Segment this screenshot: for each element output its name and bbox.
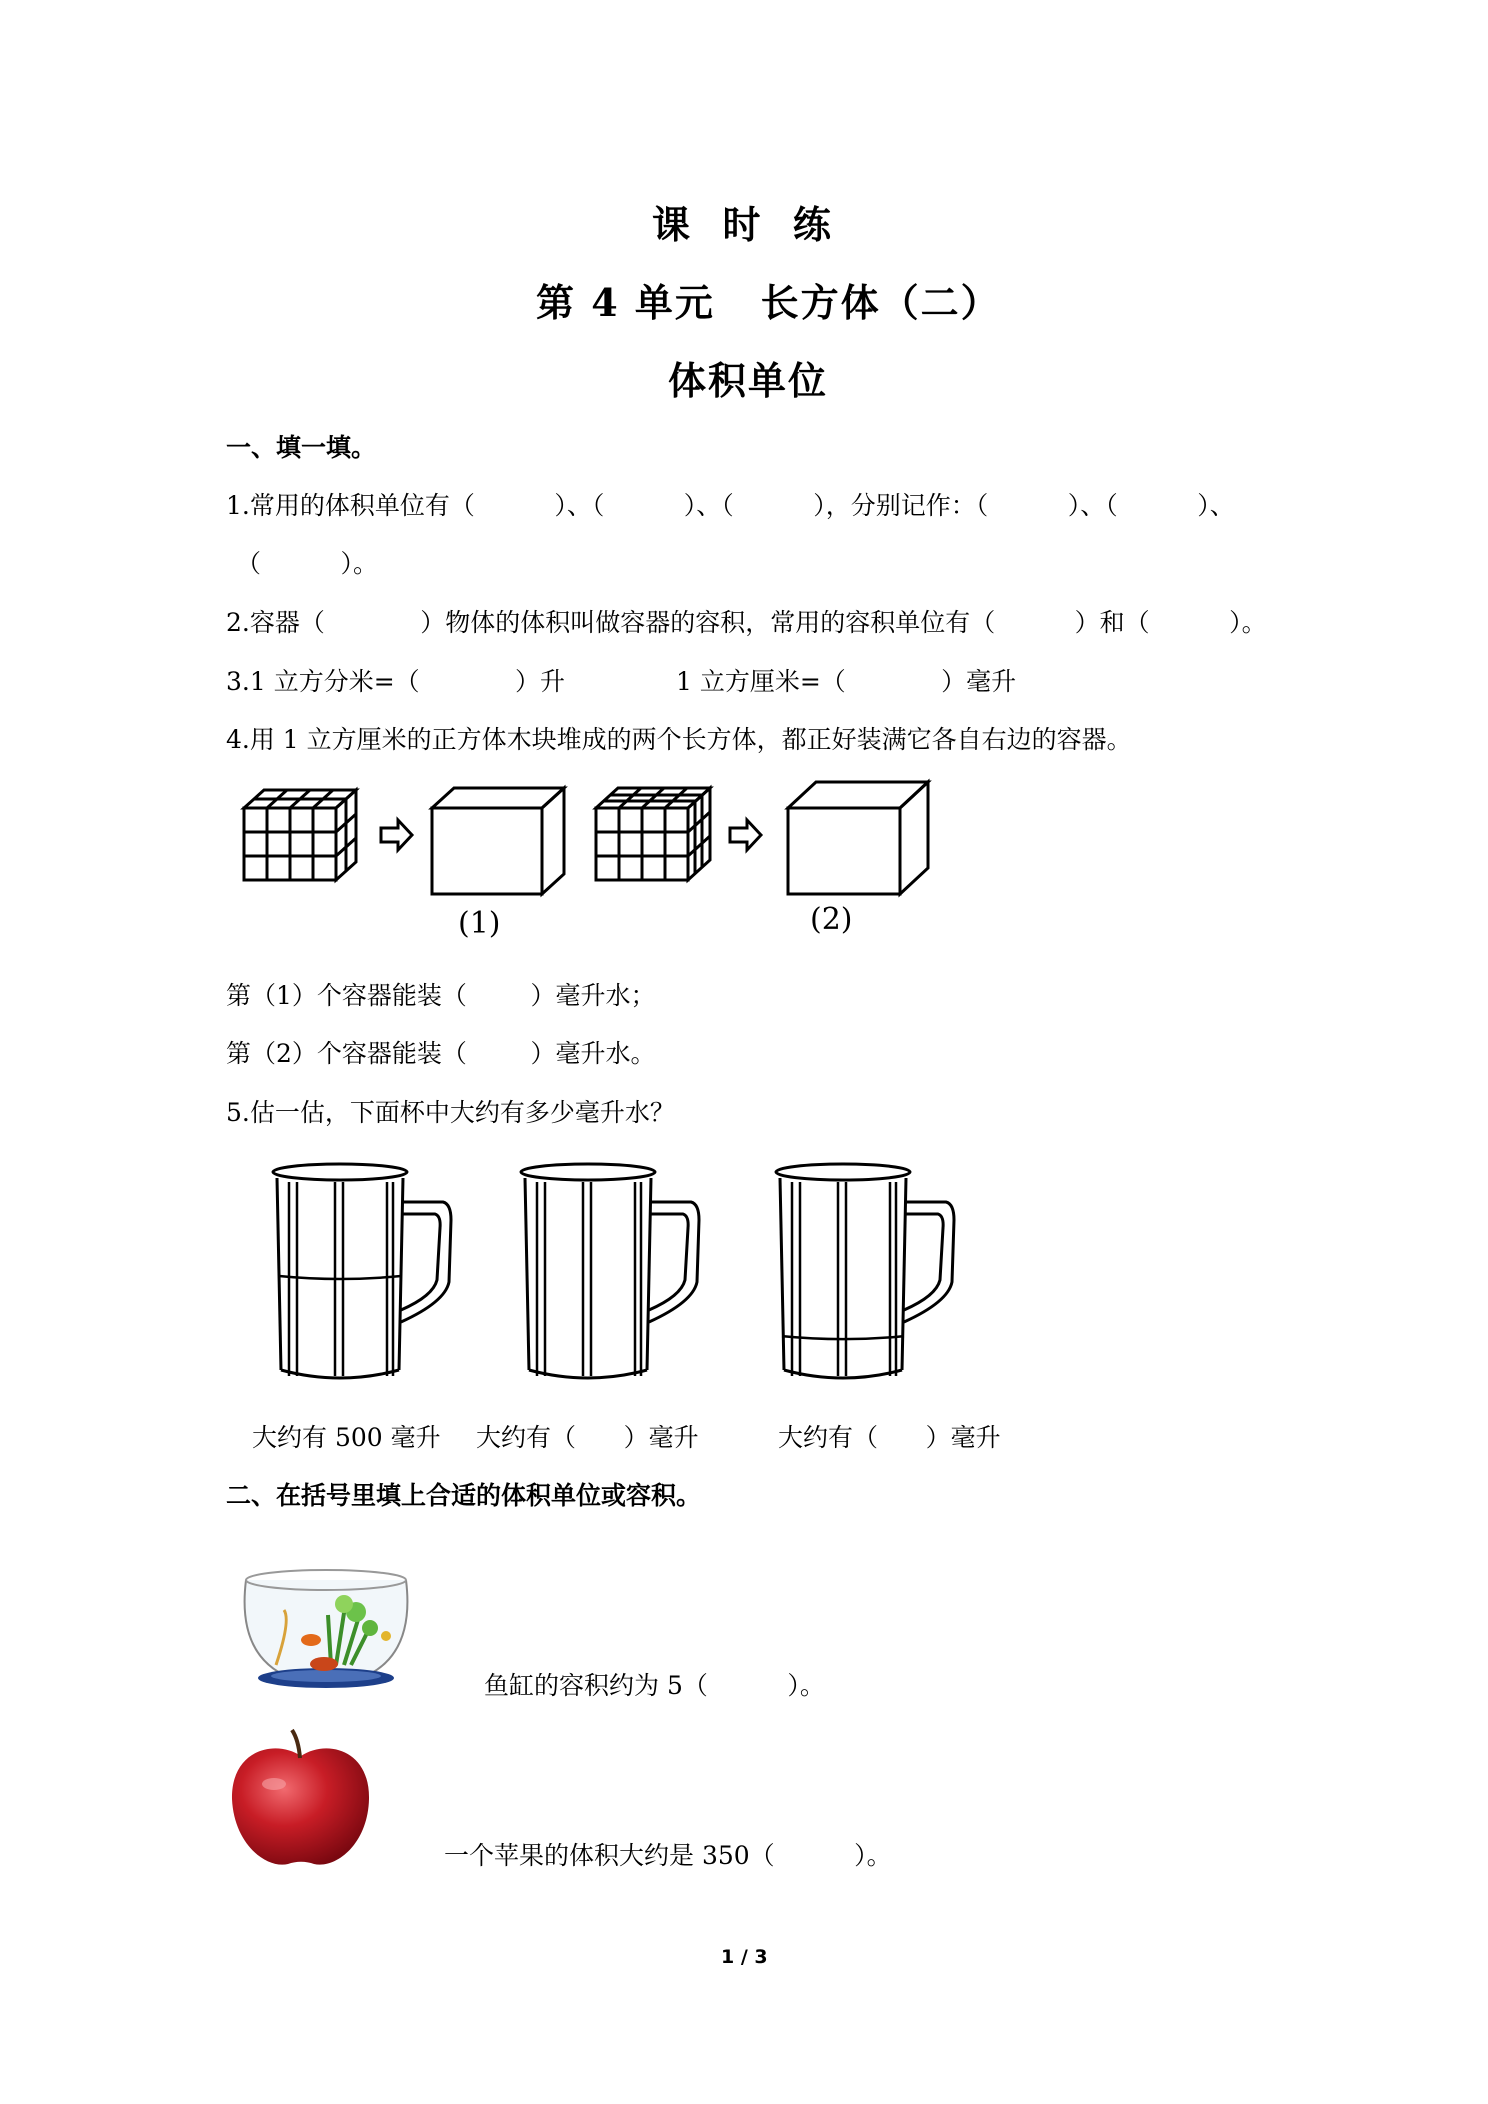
figure-label-1: (1): [458, 906, 501, 941]
figure-label-2: (2): [810, 902, 853, 937]
question-1-line-2: （ ）。: [236, 549, 378, 578]
container-1: [432, 788, 564, 894]
cups-figure: [260, 1160, 1000, 1390]
worksheet-title: 课 时 练: [652, 202, 833, 247]
measuring-cup-3: [776, 1164, 954, 1378]
unit-title: 第 4 单元 长方体（二）: [536, 280, 1001, 325]
page-number: 1 / 3: [721, 1946, 768, 1968]
arrow-icon: [730, 820, 761, 850]
cup-caption-1: 大约有 500 毫升: [252, 1423, 441, 1452]
apple-image: [226, 1724, 376, 1874]
cube-stack-1: [244, 790, 356, 880]
container-2: [788, 782, 928, 894]
measuring-cup-1: [273, 1164, 451, 1378]
question-3-part-1: 3.1 立方分米=（ ）升: [226, 667, 566, 696]
lesson-title: 体积单位: [668, 358, 829, 403]
fishbowl-image: [236, 1540, 416, 1700]
fishbowl-question: 鱼缸的容积约为 5（ ）。: [484, 1671, 825, 1700]
cube-stack-2: [596, 788, 710, 880]
question-5: 5.估一估，下面杯中大约有多少毫升水？: [226, 1098, 675, 1127]
question-2: 2.容器（ ）物体的体积叫做容器的容积，常用的容积单位有（ ）和（ ）。: [226, 608, 1267, 637]
question-4: 4.用 1 立方厘米的正方体木块堆成的两个长方体，都正好装满它各自右边的容器。: [226, 725, 1132, 754]
section-heading-fill-in: 一、填一填。: [226, 433, 377, 462]
question-4-answer-1: 第（1）个容器能装（ ）毫升水；: [226, 981, 656, 1010]
cube-container-figure: [236, 770, 996, 940]
cup-caption-3: 大约有（ ）毫升: [778, 1423, 1001, 1452]
cup-caption-2: 大约有（ ）毫升: [476, 1423, 699, 1452]
section-heading-units: 二、在括号里填上合适的体积单位或容积。: [226, 1481, 702, 1510]
arrow-icon: [381, 820, 412, 850]
question-4-answer-2: 第（2）个容器能装（ ）毫升水。: [226, 1039, 656, 1068]
apple-question: 一个苹果的体积大约是 350（ ）。: [444, 1841, 892, 1870]
measuring-cup-2: [521, 1164, 699, 1378]
question-3-part-2: 1 立方厘米=（ ）毫升: [676, 667, 1017, 696]
question-1-line-1: 1.常用的体积单位有（ ）、（ ）、（ ），分别记作：（ ）、（ ）、: [226, 491, 1235, 520]
